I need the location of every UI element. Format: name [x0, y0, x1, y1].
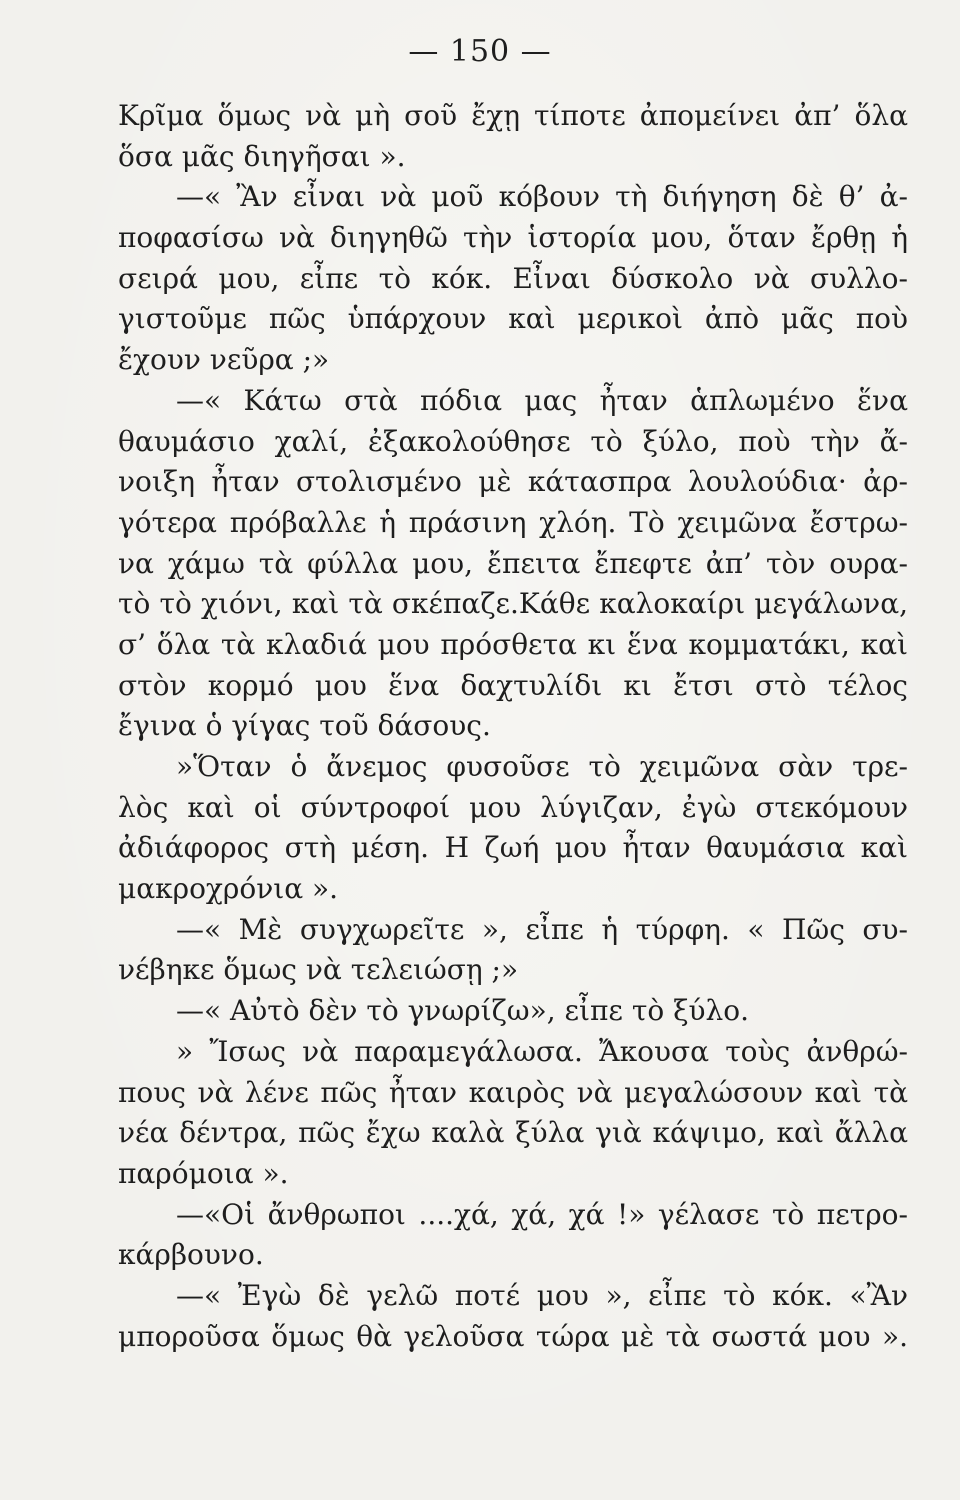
text-line: —« Αὐτὸ δὲν τὸ γνωρίζω», εἶπε τὸ ξύλο. [176, 994, 750, 1028]
text-line: τὸ τὸ χιόνι, καὶ τὰ σκέπαζε.Κάθε καλοκαίρι μεγάλωνα, [118, 587, 908, 621]
text-line: —« Κάτω στὰ πόδια μας ἦταν ἁπλωμένο ἕνα [176, 383, 908, 417]
text-line: γιστοῦμε πῶς ὑπάρχουν καὶ μερικοὶ ἀπὸ μᾶς ποὺ [118, 302, 908, 336]
text-line: κάρβουνο. [118, 1238, 264, 1272]
text-line: μποροῦσα ὅμως θὰ γελοῦσα τώρα μὲ τὰ σωστά μου ». [118, 1319, 908, 1353]
text-line: —« Ἐγὼ δὲ γελῶ ποτέ μου », εἶπε τὸ κόκ. «Ἂν [176, 1278, 908, 1312]
text-line: νοιξη ἦταν στολισμένο μὲ κάτασπρα λουλούδια· ἀρ- [118, 465, 908, 499]
text-line: πους νὰ λένε πῶς ἦταν καιρὸς νὰ μεγαλώσουν καὶ τὰ [118, 1075, 908, 1109]
text-line: ποφασίσω νὰ διηγηθῶ τὴν ἱστορία μου, ὅταν ἔρθῃ ἡ [118, 221, 908, 255]
text-line: ὅσα μᾶς διηγῆσαι ». [118, 139, 406, 173]
text-line: σειρά μου, εἶπε τὸ κόκ. Εἶναι δύσκολο νὰ συλλο- [118, 261, 908, 295]
text-line: ἔγινα ὁ γίγας τοῦ δάσους. [118, 709, 491, 743]
text-line: παρόμοια ». [118, 1156, 289, 1190]
text-line: λὸς καὶ οἱ σύντροφοί μου λύγιζαν, ἐγὼ στεκόμουν [118, 790, 908, 824]
text-line: ἀδιάφορος στὴ μέση. Η ζωή μου ἦταν θαυμάσια καὶ [118, 831, 908, 865]
text-line: σ’ ὅλα τὰ κλαδιά μου πρόσθετα κι ἕνα κομματάκι, καὶ [118, 627, 908, 661]
text-line: νέα δέντρα, πῶς ἔχω καλὰ ξύλα γιὰ κάψιμο, καὶ ἄλλα [118, 1116, 908, 1150]
text-line: νέβηκε ὅμως νὰ τελειώσῃ ;» [118, 953, 519, 987]
text-line: » Ἴσως νὰ παραμεγάλωσα. Ἄκουσα τοὺς ἀνθρώ- [176, 1034, 908, 1068]
text-line: θαυμάσιο χαλί, ἐξακολούθησε τὸ ξύλο, ποὺ τὴν ἄ- [118, 424, 908, 458]
text-line: στὸν κορμό μου ἕνα δαχτυλίδι κι ἔτσι στὸ τέλος [118, 668, 908, 702]
text-line: —« Ἂν εἶναι νὰ μοῦ κόβουν τὴ διήγηση δὲ θ’ ἀ- [176, 180, 908, 214]
page-number: — 150 — [408, 34, 552, 69]
text-line: »Ὅταν ὁ ἄνεμος φυσοῦσε τὸ χειμῶνα σὰν τρε- [176, 750, 908, 783]
text-line: ἔχουν νεῦρα ;» [118, 343, 330, 377]
text-line: —«Οἱ ἄνθρωποι ....χά, χά, χά !» γέλασε τὸ πετρο- [176, 1197, 908, 1231]
page-text [118, 96, 908, 1357]
text-line: γότερα πρόβαλλε ἡ πράσινη χλόη. Τὸ χειμῶνα ἔστρω- [118, 505, 908, 539]
text-line: —« Μὲ συγχωρεῖτε », εἶπε ἡ τύρφη. « Πῶς συ- [176, 912, 908, 946]
text-line: Κρῖμα ὅμως νὰ μὴ σοῦ ἔχῃ τίποτε ἀπομείνει ἀπ’ ὅλα [118, 99, 908, 132]
text-line: μακροχρόνια ». [118, 872, 339, 906]
text-line: να χάμω τὰ φύλλα μου, ἔπειτα ἔπεφτε ἀπ’ τὸν ουρα- [118, 546, 908, 580]
